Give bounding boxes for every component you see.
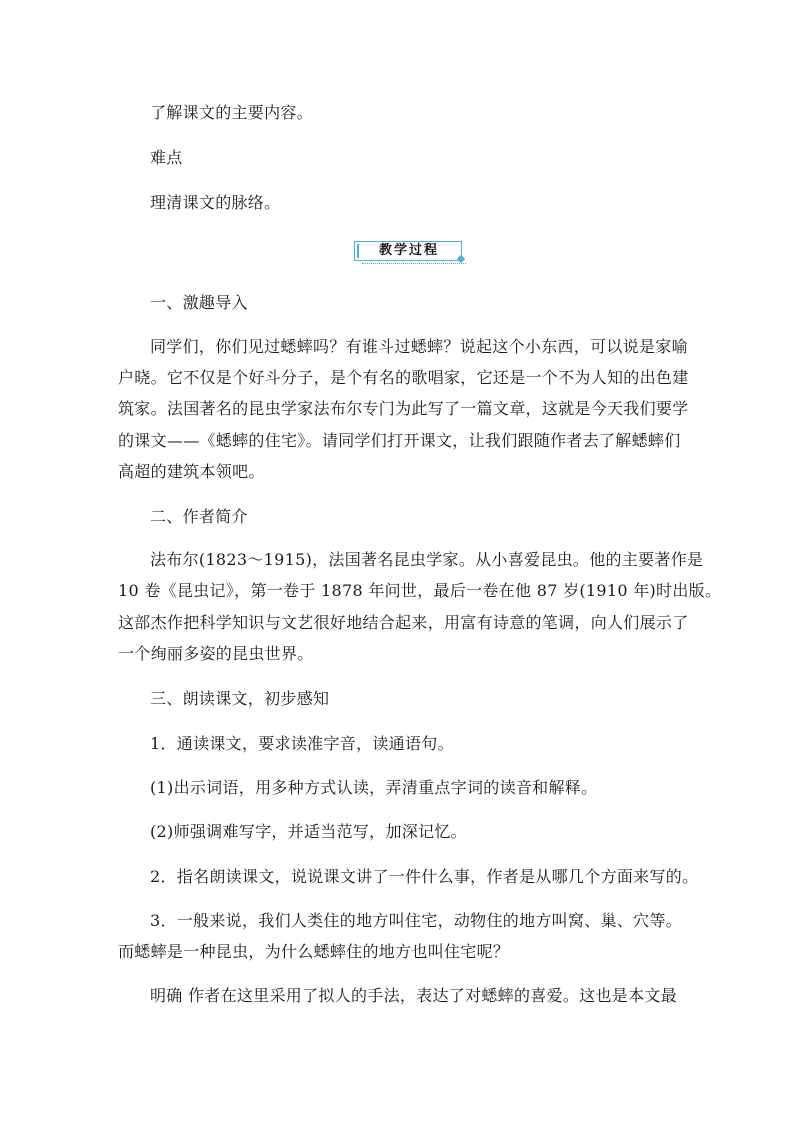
paragraph-line: 这部杰作把科学知识与文艺很好地结合起来，用富有诗意的笔调，向人们展示了	[118, 613, 689, 632]
list-subitem: (2)师强调难写字，并适当范写，加深记忆。	[150, 822, 467, 841]
section-heading-reading: 三、朗读课文，初步感知	[150, 689, 330, 708]
list-subitem: (1)出示词语，用多种方式认读，弄清重点字词的读音和解释。	[150, 778, 598, 797]
paragraph-line: 高超的建筑本领吧。	[118, 462, 265, 481]
paragraph-line: 法布尔(1823～1915)，法国著名昆虫学家。从小喜爱昆虫。他的主要著作是	[150, 550, 704, 569]
list-item: 1．通读课文，要求读准字音，读通语句。	[150, 734, 454, 753]
paragraph-line: 一个绚丽多姿的昆虫世界。	[118, 644, 314, 663]
paragraph-line: 而蟋蟀是一种昆虫，为什么蟋蟀住的地方也叫住宅呢？	[118, 942, 510, 961]
paragraph-line: 户晓。它不仅是个好斗分子，是个有名的歌唱家，它还是一个不为人知的出色建	[118, 368, 689, 387]
section-heading-author: 二、作者简介	[150, 507, 248, 526]
section-badge-teaching-process	[354, 241, 466, 263]
paragraph-line: 的课文——《蟋蟀的住宅》。请同学们打开课文，让我们跟随作者去了解蟋蟀们	[118, 431, 681, 450]
paragraph-line: 筑家。法国著名的昆虫学家法布尔专门为此写了一篇文章，这就是今天我们要学	[118, 399, 689, 418]
section-heading-intro: 一、激趣导入	[150, 293, 248, 312]
subheading-difficulty: 难点	[150, 148, 183, 167]
answer-line: 明确 作者在这里采用了拟人的手法，表达了对蟋蟀的喜爱。这也是本文最	[150, 986, 677, 1005]
paragraph-line: 理清课文的脉络。	[150, 193, 281, 212]
list-item: 2．指名朗读课文，说说课文讲了一件什么事，作者是从哪几个方面来写的。	[150, 867, 699, 886]
paragraph-line: 了解课文的主要内容。	[150, 103, 314, 122]
section-badge-label: 教学过程	[378, 243, 439, 258]
paragraph-line: 10 卷《昆虫记》，第一卷于 1878 年问世，最后一卷在他 87 岁(1910 年)时出版。	[118, 581, 722, 600]
list-item: 3．一般来说，我们人类住的地方叫住宅，动物住的地方叫窝、巢、穴等。	[150, 911, 683, 930]
paragraph-line: 同学们，你们见过蟋蟀吗？有谁斗过蟋蟀？说起这个小东西，可以说是家喻	[150, 337, 688, 356]
